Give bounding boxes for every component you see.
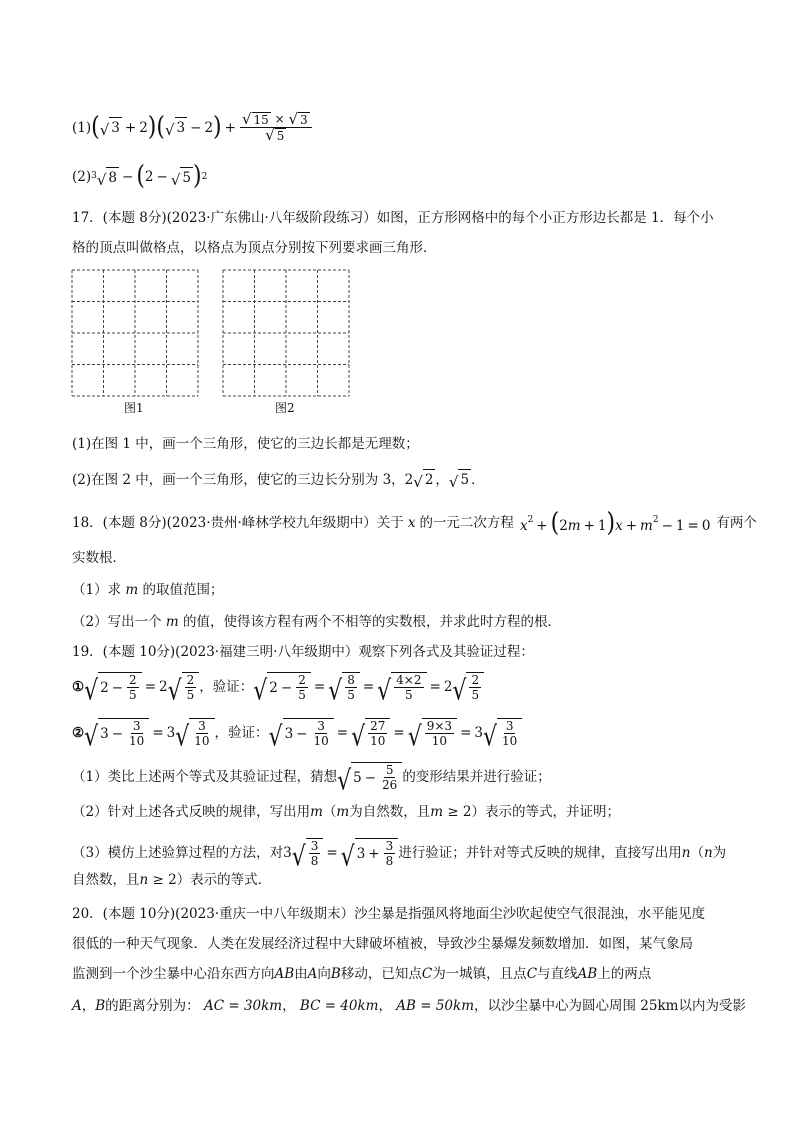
q19-part1-text: （1）类比上述两个等式及其验证过程，猜想	[72, 769, 338, 785]
q19-part2-mid: （	[322, 804, 337, 820]
q18-part1-text: （1）求	[72, 582, 122, 598]
q20-line3-d: 移动，已知点	[340, 966, 422, 982]
q19-part3-line2: 自然数，且n ≥ 2）表示的等式．	[72, 872, 272, 888]
q16-part1: (1) ( √ 3 + 2 ) ( √ 3 − 2 ) + √ 15 × √ 3 √ 5	[72, 112, 313, 143]
q17-figure-2-grid	[222, 269, 350, 397]
q19-example-2: ② √ 3 − $\frac{3}{10}$ = 3 √ $\frac{3}{10}$ ，验证： √ 3 − $\frac{3}{10}$ = √ $\frac{27}{10}$ = √ $\frac{9\times 3}{10}$ = 3 √ $\frac{3}{10}$	[72, 718, 522, 748]
q20-line4-a: 的距离分别为：	[105, 998, 200, 1014]
q19-header: 19．(本题 10分)(2023·福建三明·八年级期中）观察下列各式及其验证过程：	[72, 644, 534, 660]
q19-part1: （1）类比上述两个等式及其验证过程，猜想 √ 5 − $\frac{5}{26}$ 的变形结果并进行验证；	[72, 763, 551, 797]
q17-header-line2: 格的顶点叫做格点，以格点为顶点分别按下列要求画三角形．	[72, 240, 437, 256]
q19-part1-end: 的变形结果并进行验证；	[402, 769, 551, 785]
q19-part3-line2-text: 自然数，且	[72, 872, 140, 888]
q19-mark-2: ②	[72, 725, 85, 741]
q18-header-line2: 实数根．	[72, 550, 126, 566]
q18-equation: $x^2 + (2m + 1)x + m^2 - 1 = 0$	[519, 508, 711, 539]
q19-part3-mid: 进行验证；并针对等式反映的规律，直接写出用	[398, 845, 682, 861]
q19-part2-end: ）表示的等式，并证明；	[471, 804, 621, 820]
q17-figure-2-caption: 图2	[275, 401, 295, 415]
q19-part2-mid2: 为自然数，且	[349, 804, 431, 820]
q20-bc-length: BC = 40km	[299, 998, 379, 1014]
q19-part2: （2）针对上述各式反映的规律，写出用m（m为自然数，且m ≥ 2）表示的等式，并证明；	[72, 804, 621, 820]
q17-part2: (2)在图 2 中，画一个三角形，使它的三边长分别为 3，2 √ 2 ， √ 5 ．	[72, 469, 485, 490]
q20-line-1: 20．(本题 10分)(2023·重庆一中八年级期末）沙尘暴是指强风将地面尘沙吹起使空气很混浊，水平能见度	[72, 906, 706, 922]
q17-part2-sep: ，	[435, 471, 449, 488]
q16-part2: (2) $^3$ √ 8 − ( 2 − √ 5 ) 2	[72, 161, 208, 192]
q20-ab-length: AB = 50km	[396, 998, 474, 1014]
q20-line-2: 很低的一种天气现象．人类在发展经济过程中大肆破坏植被，导致沙尘暴爆发频数增加．如图，某气象局	[72, 936, 693, 952]
q20-line3-a: 监测到一个沙尘暴中心沿东西方向	[72, 966, 275, 982]
q19-part3-end: （	[690, 845, 704, 861]
q19-part3-line2-end: ）表示的等式．	[176, 872, 272, 888]
q16-part1-label: (1)	[72, 119, 92, 136]
q18-header-text: 18．(本题 8分)(2023·贵州·峰林学校九年级期中）关于	[72, 515, 404, 531]
q17-part2-end: ．	[471, 471, 485, 488]
q20-line4-b: ，以沙尘暴中心为圆心周围 25km以内为受影	[474, 998, 746, 1014]
q18-header: 18．(本题 8分)(2023·贵州·峰林学校九年级期中）关于 x 的一元二次方程 $x^2 + (2m + 1)x + m^2 - 1 = 0$ 有两个	[72, 508, 757, 539]
q18-part1-end: 的取值范围；	[142, 582, 224, 598]
q19-part3-end2: 为	[712, 845, 727, 861]
q18-part1: （1）求 m 的取值范围；	[72, 582, 224, 598]
q19-mark-1: ①	[72, 679, 85, 695]
q18-part2: （2）写出一个 m 的值，使得该方程有两个不相等的实数根，并求此时方程的根．	[72, 614, 561, 630]
q18-part2-end: 的值，使得该方程有两个不相等的实数根，并求此时方程的根．	[182, 614, 561, 630]
q19-part3: （3）模仿上述验算过程的方法，对 3 √ $\frac{3}{8}$ = √ 3 + $\frac{3}{8}$ 进行验证；并针对等式反映的规律，直接写出用 n （ n 为	[72, 839, 727, 873]
q19-part3-text: （3）模仿上述验算过程的方法，对	[72, 845, 284, 861]
q20-line3-b: 由	[294, 966, 308, 982]
q19-part2-text: （2）针对上述各式反映的规律，写出用	[72, 804, 311, 820]
q18-part2-text: （2）写出一个	[72, 614, 162, 630]
q19-example-1: ① √ 2 − $\frac{2}{5}$ = 2 √ $\frac{2}{5}$ ，验证： √ 2 − $\frac{2}{5}$ = √ $\frac{8}{5}$ = √ $\frac{4\times 2}{5}$ = 2 √ $\frac{2}{5}$	[72, 672, 484, 702]
q19-verify-2: ，验证：	[214, 725, 269, 741]
q20-line3-f: 与直线	[537, 966, 578, 982]
q19-verify-1: ，验证：	[199, 679, 254, 695]
q17-part2-text: (2)在图 2 中，画一个三角形，使它的三边长分别为 3，2	[72, 471, 414, 488]
q20-ac-length: AC = 30km	[203, 998, 283, 1014]
q20-line3-e: 为一城镇，且点	[432, 966, 527, 982]
q20-line-3: 监测到一个沙尘暴中心沿东西方向AB由A向B移动，已知点C为一城镇，且点C与直线AB上的两点	[72, 966, 652, 982]
q20-line-4: A，B的距离分别为： AC = 30km， BC = 40km， AB = 50km，以沙尘暴中心为圆心周围 25km以内为受影	[72, 998, 746, 1014]
q17-part1: (1)在图 1 中，画一个三角形，使它的三边长都是无理数；	[72, 436, 419, 452]
q20-line3-c: 向	[317, 966, 331, 982]
q18-header-suffix: 有两个	[716, 515, 757, 531]
q17-figure-1-caption: 图1	[124, 401, 144, 415]
q17-figure-1-grid	[71, 269, 199, 397]
q16-part2-label: (2)	[72, 169, 92, 185]
q18-header-mid: 的一元二次方程	[419, 515, 514, 531]
q20-line3-g: 上的两点	[597, 966, 652, 982]
q17-header: 17．(本题 8分)(2023·广东佛山·八年级阶段练习）如图，正方形网格中的每个小正方形边长都是 1．每个小	[72, 210, 714, 226]
